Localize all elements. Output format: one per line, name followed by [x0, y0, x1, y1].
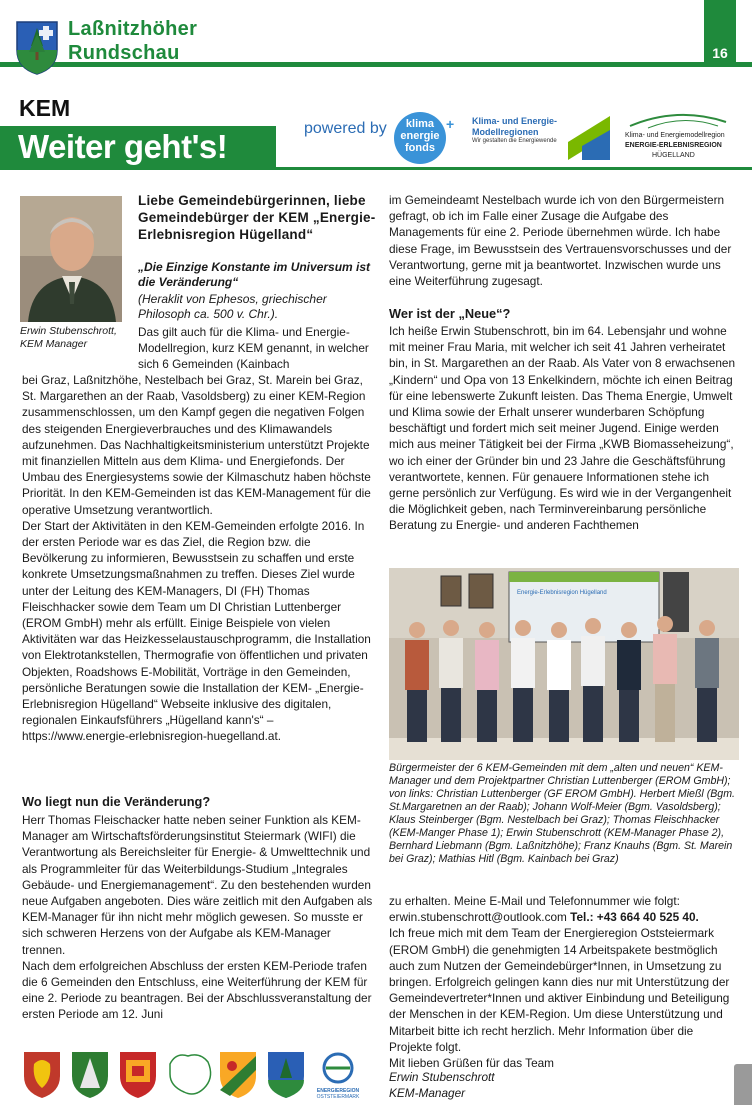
- region-map-icon: [170, 1055, 211, 1094]
- scrollbar-thumb[interactable]: [734, 1064, 752, 1105]
- portrait-photo: [20, 196, 122, 322]
- body-text-block: [389, 893, 739, 1071]
- powered-by-label: powered by: [304, 120, 387, 137]
- svg-text:OSTSTEIERMARK: OSTSTEIERMARK: [316, 1094, 360, 1100]
- crest-icon: [120, 1052, 156, 1098]
- body-paragraph: Der Start der Aktivitäten in den KEM-Gemeinden erfolgte 2016. In der ersten Periode war es das Ziel, die Region bzw. die Bevölkerung zu informieren, Bewusstsein zu schaffen und erste konkrete Umsetzungsmaßnahmen zu treffen. Dieses Ziel wurde unter der Leitung des KEM-Managers, DI (FH) Thomas Fleischhacker sowie dem Team um DI Christian Luttenberger (EROM GmbH) mehr als erfüllt. Einige Beispiele von vielen Aktivitäten war das Heizkesselaustauschprogramm, die Installation von Elektrotankstellen, Thermografie von öffentlichen und privaten Objekten, Roadshows E-Mobilität, Vorträge in den Gemeinden, persönliche Beratungen sowie die Installation der KEM- „Energie-Erlebnisregion Hügelland“ Webseite inklusive des digitalen, regionalen Einkaufsführers „Hügelland kann's“ – https://www.energie-erlebnisregion-huegelland.at.: [22, 518, 371, 744]
- closing-line: Mit lieben Grüßen für das Team: [389, 1056, 555, 1071]
- slide-title: Energie-Erlebnisregion Hügelland: [517, 590, 607, 596]
- erlebnisregion-swoosh-icon: [628, 110, 728, 130]
- signature-name: Erwin Stubenschrott: [389, 1070, 495, 1084]
- municipal-crest-icon: [15, 20, 59, 76]
- erlebnisregion-line1: Klima- und Energiemodellregion: [625, 132, 725, 139]
- body-paragraph: [389, 893, 739, 925]
- body-text-block: [22, 812, 376, 1023]
- title-rule: [276, 167, 752, 170]
- energieregion-logo-icon: [317, 1054, 360, 1100]
- body-paragraph: Das gilt auch für die Klima- und Energie-Modellregion, kurz KEM genannt, in welcher sich 6 Gemeinden (Kainbach: [138, 325, 369, 372]
- modellregionen-logo-icon: [568, 112, 610, 164]
- crest-icon: [268, 1052, 304, 1098]
- crest-icon: [220, 1052, 256, 1098]
- group-photo-caption: Bürgermeister der 6 KEM-Gemeinden mit dem „alten und neuen“ KEM-Manager und dem Projektpartner Christian Luttenberger (EROM GmbH); von links: Christian Luttenberger (GF EROM GmbH). Herbert Mießl (Bgm. St.Margaretnen an der Raab); Johann Wolf-Meier (Bgm. Vasoldsberg); Klaus Steinberger (Bgm. Nestelbach bei Graz); Thomas Fleischhacker (KEM-Manger Phase 1); Erwin Stubenschrott (KEM-Manager Phase 2), Bernhard Liebmann (Bgm. Laßnitzhöhe); Franz Knauhs (Bgm. St. Marein bei Graz); Mathias Hitl (Bgm. Kainbach bei Graz): [389, 762, 735, 865]
- portrait-caption: Erwin Stubenschrott, KEM Manager: [20, 325, 117, 350]
- quote-source: (Heraklit von Ephesos, griechischer Philosoph ca. 500 v. Chr.).: [138, 292, 327, 321]
- masthead-title-line1: Laßnitzhöher: [68, 18, 198, 40]
- klimafonds-plus-icon: +: [446, 116, 455, 132]
- quote-text: „Die Einzige Konstante im Universum ist die Veränderung“: [138, 260, 371, 289]
- phone-number: Tel.: +43 664 40 525 40.: [570, 910, 699, 925]
- subheading: Wo liegt nun die Veränderung?: [22, 794, 211, 809]
- svg-text:ENERGIEREGION: ENERGIEREGION: [316, 1088, 360, 1094]
- signature-role: KEM-Manager: [389, 1086, 466, 1100]
- community-crests: [22, 1050, 378, 1100]
- group-photo: [389, 568, 739, 760]
- modellregionen-subtitle: Wir gestalten die Energiewende: [472, 138, 557, 144]
- erlebnisregion-line3: HÜGELLAND: [652, 152, 695, 159]
- page-number: 16: [712, 45, 728, 61]
- greeting-heading: Liebe Gemeindebürgerinnen, liebe Gemeindebürger der KEM „Energie-Erlebnisregion Hügelland“: [138, 193, 376, 242]
- body-paragraph: Ich heiße Erwin Stubenschrott, bin im 64. Lebensjahr und wohne mit meiner Frau Maria, mit welcher ich seit 41 Jahren verheiratet bin, in St. Margarethen an der Raab. Als Vater von 8 erwachsenen „Kindern“ und Opa von 13 Enkelkindern, möchte ich einen Beitrag für eine lebenswerte Zukunft leisten. Das Thema Energie, Umwelt und Klima sowie der Erhalt unserer wunderbaren Schöpfung beschäftigt und fordert mich seit meiner Jugend. Einige werden mich aus meiner Tätigkeit bei der Firma „KWB Biomasseheizung“, wo ich einer der Gründer bin und 23 Jahre die Geschäftsführung verantwortete, kennen. Für genauere Informationen stehe ich gerne persönlich zur Verfügung. Es wird wie in der Vergangenheit die Möglichkeit geben, nach Terminvereinbarung persönliche Beratung zu Energie- und anderen Fachthemen: [389, 324, 736, 533]
- subheading: Wer ist der „Neue“?: [389, 306, 511, 321]
- klimafonds-logo-text: klima energie fonds: [400, 118, 440, 154]
- section-label: KEM: [19, 95, 71, 121]
- contact-line: zu erhalten. Meine E-Mail und Telefonnummer wie folgt: erwin.stubenschrott@outlook.com: [389, 894, 680, 925]
- article-title: Weiter geht's!: [18, 128, 228, 165]
- body-paragraph: [22, 372, 376, 745]
- masthead-title-line2: Rundschau: [68, 42, 180, 64]
- body-paragraph: bei Graz, Laßnitzhöhe, Nestelbach bei Graz, St. Marein bei Graz, St. Margarethen an der Raab, Vasoldsberg) zu einer KEM-Region zusammenschlossen, um den Kampf gegen die negativen Folgen des steigenden Energieverbrauches und des Klimawandels aufzunehmen. Das Nachhaltigkeitsministerium unterstützt Projekte mit finanziellen Mitteln aus dem Klima- und Energiefonds. Der Umbau des Energiesystems sowie der Kilmaschutz haben höchste Priorität. In den KEM-Gemeinden ist das KEM-Management für die operative Umsetzung verantwortlich.: [22, 373, 371, 517]
- erlebnisregion-line2: ENERGIE-ERLEBNISREGION: [625, 142, 722, 149]
- body-paragraph: Nach dem erfolgreichen Abschluss der ersten KEM-Periode trafen die 6 Gemeinden den Entschluss, eine Weiterführung der KEM für eine 2. Periode zu beantragen. Bei der Abschlussveranstaltung der ersten Periode am 12. Juni: [22, 958, 372, 1022]
- crest-icon: [24, 1052, 60, 1098]
- crest-icon: [72, 1052, 108, 1098]
- body-paragraph: Ich freue mich mit dem Team der Energieregion Oststeiermark (EROM GmbH) die genehmigten 14 Arbeitspakete bestmöglich auch zum Nutzen der Gemeindebürger*Innen, in Umsetzung zu bringen. Erfolgreich gelingen kann dies nur mit Unterstützung der Gemeindevertreter*Innen und aktiver Einbindung und Beteiligung der Menschen in der KEM-Region. Um diese Unterstützung und Mitarbeit bitte ich recht herzlich. Mehr Information über die Projekte folgt.: [389, 926, 730, 1054]
- body-paragraph: im Gemeindeamt Nestelbach wurde ich von den Bürgermeistern gefragt, ob ich im Falle einer Zusage die Aufgabe des Managements für eine 2. Periode übernehmen würde. Ich habe diese Frage, im Bewusstsein des Vertrauensvorschusses und der Verantwortung, gerne mit ja beantwortet. Inzwischen wurde uns eine Weiterführung zugesagt.: [389, 193, 732, 289]
- modellregionen-title: Klima- und Energie- Modellregionen: [472, 116, 558, 137]
- body-paragraph: Herr Thomas Fleischacker hatte neben seiner Funktion als KEM-Manager am Wirtschaftsförderungsinstitut Steiermark (WIFI) die Verantwortung als Bereichsleiter für Energie- & Umwelttechnik und als Programmleiter für das Weiterbildungs-Studium „Integrales Gebäude- und Energiemanagement“. Zu den bestehenden wurden neue Aufgaben angeboten. Dies wäre zeitlich mit den Aufgaben als KEM-Manager für ihn nicht mehr möglich gewesen. So musste er sich schweren Herzens von der Aufgabe als KEM-Manager trennen.: [22, 813, 373, 957]
